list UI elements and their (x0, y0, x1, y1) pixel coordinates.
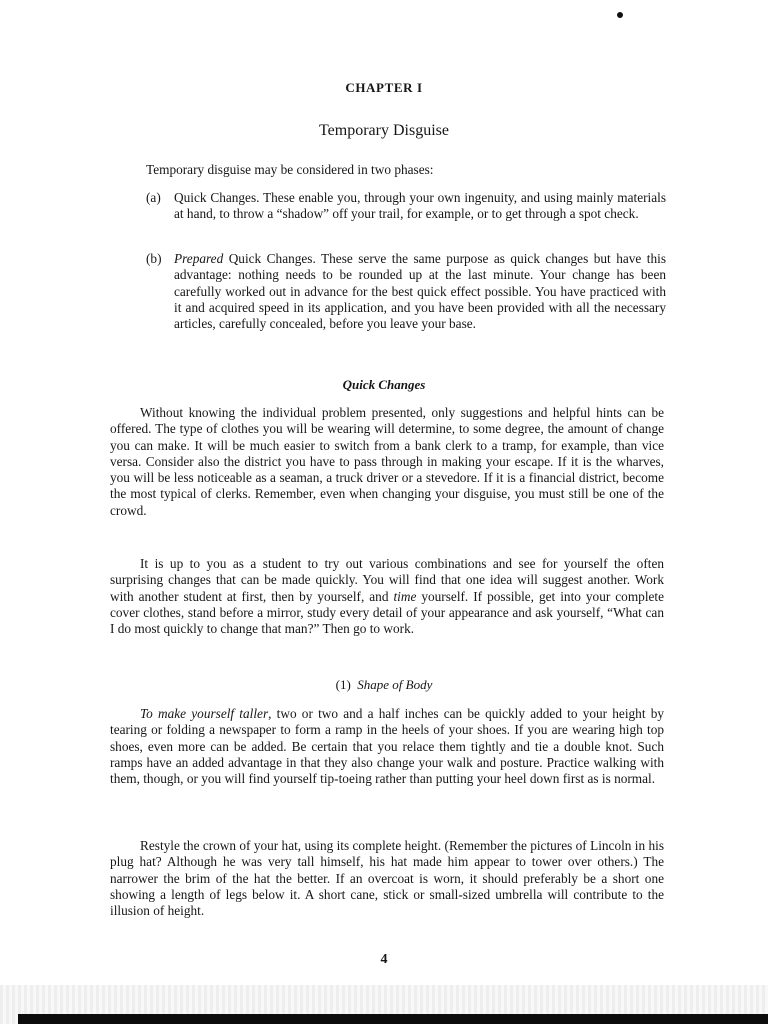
paragraph-4: Restyle the crown of your hat, using its complete height. (Remember the pictures of Lincoln in his plug hat? Although he was very tall himself, his hat made him appear to tower over others.) The narrower the brim of the hat the better. If an overcoat is worn, it should preferably be a short one showing a length of legs below it. A short cane, stick or small-sized umbrella will contribute to the illusion of height. (110, 838, 664, 919)
phase-b (146, 251, 666, 332)
scan-border (18, 1014, 768, 1024)
phase-a (146, 190, 666, 223)
subsection-name: Shape of Body (357, 677, 433, 692)
paragraph-2-after: yourself. If possible, get into your complete cover clothes, stand before a mirror, study every detail of your appearance and ask yourself, “What can I do most quickly to change that man?” Then go to work. (110, 588, 665, 637)
chapter-title: Temporary Disguise (319, 122, 449, 139)
paragraph-3 (110, 706, 664, 787)
paragraph-2-emph: time (393, 588, 417, 604)
intro-text: Temporary disguise may be considered in two phases: (146, 162, 434, 177)
page-number: 4 (380, 952, 388, 967)
phase-b-body (174, 251, 666, 332)
phase-a-text: Quick Changes. These enable you, through your own ingenuity, and using mainly materials at hand, to throw a “shadow” off your trail, for example, or to get through a spot check. (174, 190, 666, 222)
chapter-label: CHAPTER I (345, 80, 423, 95)
subsection-heading (0, 677, 768, 693)
subsection-number: (1) (335, 677, 351, 692)
phase-b-text: Quick Changes. These serve the same purpose as quick changes but have this advantage: nothing needs to be rounded up at the last minute. Your change has been carefully worked out in advance for the best quick effect possible. You have practiced with it and acquired speed in its application, and you have been provided with all the necessary articles, carefully concealed, before you leave your base. (174, 251, 666, 332)
paragraph-2 (110, 556, 664, 637)
paragraph-1: Without knowing the individual problem presented, only suggestions and helpful hints can be offered. The type of clothes you will be wearing will determine, to some degree, the amount of change you can make. It will be much easier to switch from a bank clerk to a tramp, for example, than vice versa. Consider also the district you have to pass through in making your escape. If it is the wharves, you will be less noticeable as a seaman, a truck driver or a stevedore. If it is a financial district, become the most typical of clerks. Remember, even when changing your disguise, you must still be one of the crowd. (110, 405, 664, 518)
paragraph-3-text: , two or two and a half inches can be quickly added to your height by tearing or folding a newspaper to form a ramp in the heels of your shoes. If you are wearing high top shoes, even more can be added. Be certain that you relace them tightly and tie a double knot. Such ramps have an added advantage in that they also change your walk and posture. Practice walking with them, though, or you will find yourself tip-toeing rather than putting your heel down first as is normal. (110, 706, 665, 787)
phase-b-lead: Prepared (174, 251, 224, 266)
phase-a-label: (a) (146, 190, 161, 205)
paragraph-2-before: It is up to you as a student to try out various combinations and see for yourself the often surprising changes that can be made quickly. You will find that one idea will suggest another. Work with another student at first, then by yourself, and (110, 556, 664, 604)
scan-speck (617, 12, 623, 18)
paragraph-3-lead: To make yourself taller (140, 706, 269, 721)
section-heading: Quick Changes (342, 377, 426, 392)
phase-b-label: (b) (146, 251, 162, 266)
